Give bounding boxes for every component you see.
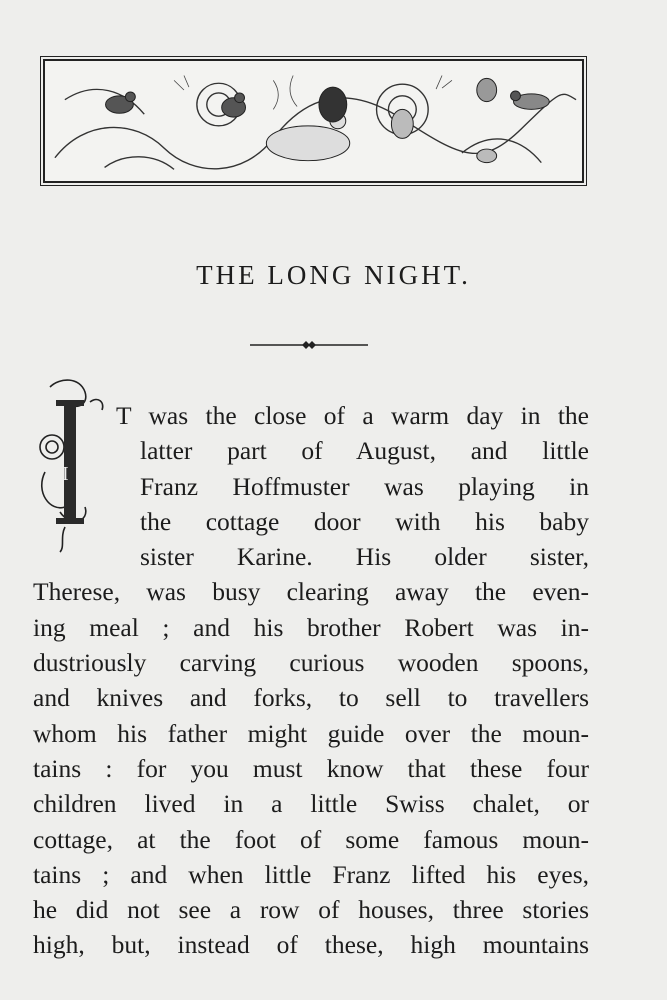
text-line: whom his father might guide over the moun- bbox=[33, 718, 589, 748]
text-line: sister Karine. His older sister, bbox=[140, 542, 589, 572]
ornament-rule-icon bbox=[250, 338, 368, 352]
text-line: latter part of August, and little bbox=[140, 436, 589, 466]
text-line: and knives and forks, to sell to travellers bbox=[33, 683, 589, 713]
chapter-title: THE LONG NIGHT. bbox=[196, 260, 471, 290]
text-line: Franz Hoffmuster was playing in bbox=[140, 471, 589, 501]
birds-banner-illustration bbox=[43, 59, 584, 183]
text-line: tains ; and when little Franz lifted his eyes, bbox=[33, 859, 589, 889]
text-line: tains : for you must know that these four bbox=[33, 753, 589, 783]
drop-cap-letter: I bbox=[62, 463, 69, 485]
text-line: he did not see a row of houses, three stories bbox=[33, 895, 589, 925]
text-line: ing meal ; and his brother Robert was in- bbox=[33, 612, 589, 642]
text-line: cottage, at the foot of some famous moun- bbox=[33, 824, 589, 854]
text-line: T was the close of a warm day in the bbox=[116, 401, 589, 430]
text-line: Therese, was busy clearing away the even- bbox=[33, 577, 589, 607]
text-line: high, but, instead of these, high mountains bbox=[33, 930, 589, 960]
body-text bbox=[33, 398, 589, 963]
text-line: dustriously carving curious wooden spoons, bbox=[33, 648, 589, 678]
text-line: the cottage door with his baby bbox=[140, 506, 589, 536]
birds-foliage-icon bbox=[45, 61, 582, 181]
text-line: children lived in a little Swiss chalet, or bbox=[33, 789, 589, 819]
